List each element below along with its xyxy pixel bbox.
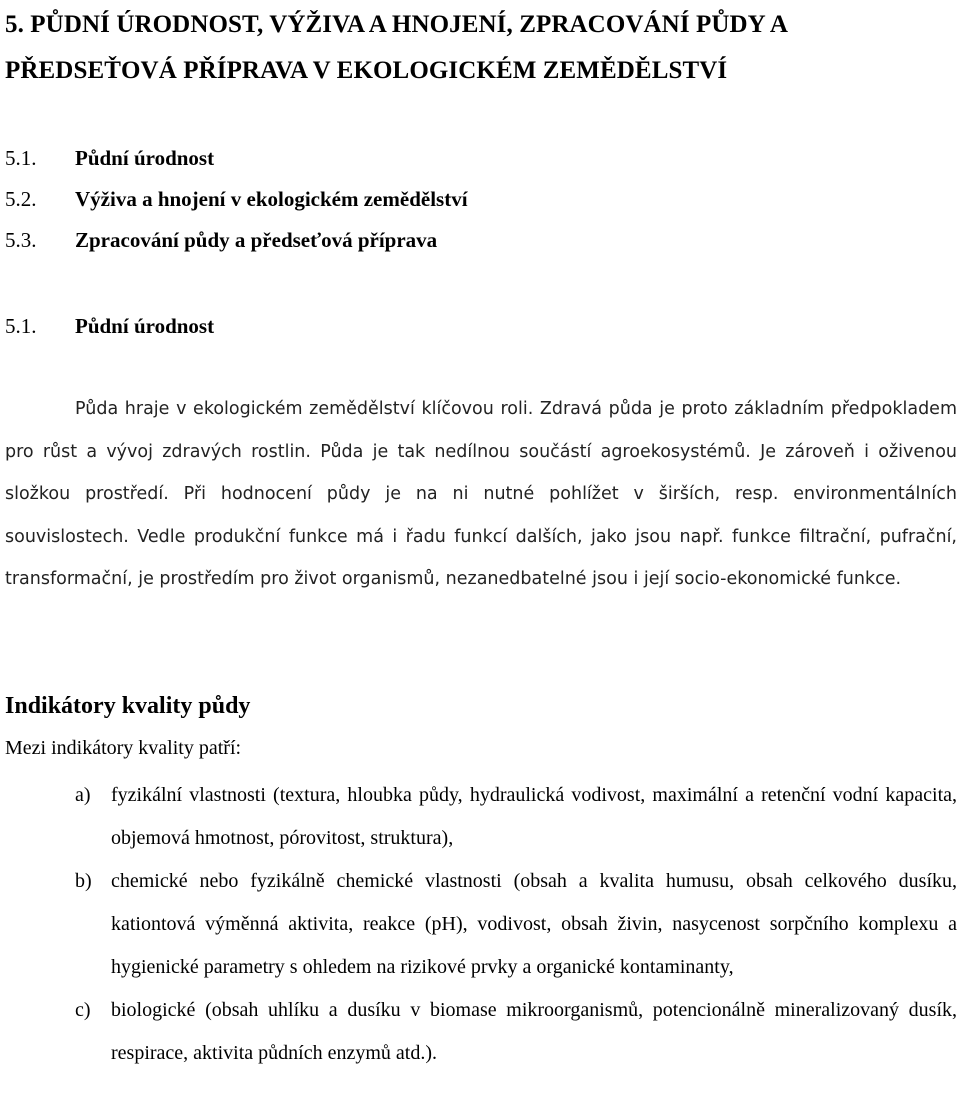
list-item-text: fyzikální vlastnosti (textura, hloubka půdy, hydraulická vodivost, maximální a retenční vodní kapacita, objemová hmotnost, pórovitost, struktura), (111, 784, 957, 849)
toc-item-number: 5.3. (5, 228, 37, 252)
list-item (75, 989, 957, 1075)
list-item-marker: c) (75, 999, 91, 1021)
toc-item-label: Zpracování půdy a předseťová příprava (75, 228, 438, 252)
chapter-title (5, 2, 955, 94)
toc-item-label: Výživa a hnojení v ekologickém zemědělství (75, 187, 468, 211)
chapter-title-line-1: 5. PŮDNÍ ÚRODNOST, VÝŽIVA A HNOJENÍ, ZPRACOVÁNÍ PŮDY A (5, 11, 789, 38)
section-title: Půdní úrodnost (75, 314, 215, 338)
list-item (75, 860, 957, 989)
indicators-list (75, 774, 957, 1075)
list-item-marker: a) (75, 784, 91, 806)
indicators-heading: Indikátory kvality půdy (5, 693, 251, 719)
list-item-text: biologické (obsah uhlíku a dusíku v biomase mikroorganismů, potencionálně mineralizovaný dusík, respirace, aktivita půdních enzymů atd.). (111, 999, 957, 1064)
list-item-text: chemické nebo fyzikálně chemické vlastnosti (obsah a kvalita humusu, obsah celkového dusíku, kationtová výměnná aktivita, reakce (pH), vodivost, obsah živin, nasycenost sorpčního komplexu a hygienické parametry s ohledem na rizikové prvky a organické kontaminanty, (111, 870, 957, 978)
toc-item-label: Půdní úrodnost (75, 146, 215, 170)
toc-item-number: 5.1. (5, 146, 37, 170)
section-paragraph: Půda hraje v ekologickém zemědělství klíčovou roli. Zdravá půda je proto základním předpokladem pro růst a vývoj zdravých rostlin. Půda je tak nedílnou součástí agroekosystémů. Je zároveň i oživenou složkou prostředí. Při hodnocení půdy je na ni nutné pohlížet v širších, resp. environmentálních souvislostech. Vedle produkční funkce má i řadu funkcí dalších, jako jsou např. funkce filtrační, pufrační, transformační, je prostředím pro život organismů, nezanedbatelné jsou i její socio-ekonomické funkce. (5, 399, 957, 589)
indicators-intro: Mezi indikátory kvality patří: (5, 737, 242, 759)
toc-item-5-1 (5, 138, 905, 179)
table-of-contents (5, 138, 905, 261)
section-number: 5.1. (5, 314, 37, 338)
toc-item-5-2 (5, 179, 905, 220)
toc-item-5-3 (5, 220, 905, 261)
list-item (75, 774, 957, 860)
list-item-marker: b) (75, 870, 92, 892)
section-heading (5, 306, 214, 347)
chapter-title-line-2: PŘEDSEŤOVÁ PŘÍPRAVA V EKOLOGICKÉM ZEMĚDĚLSTVÍ (5, 57, 728, 84)
toc-item-number: 5.2. (5, 187, 37, 211)
